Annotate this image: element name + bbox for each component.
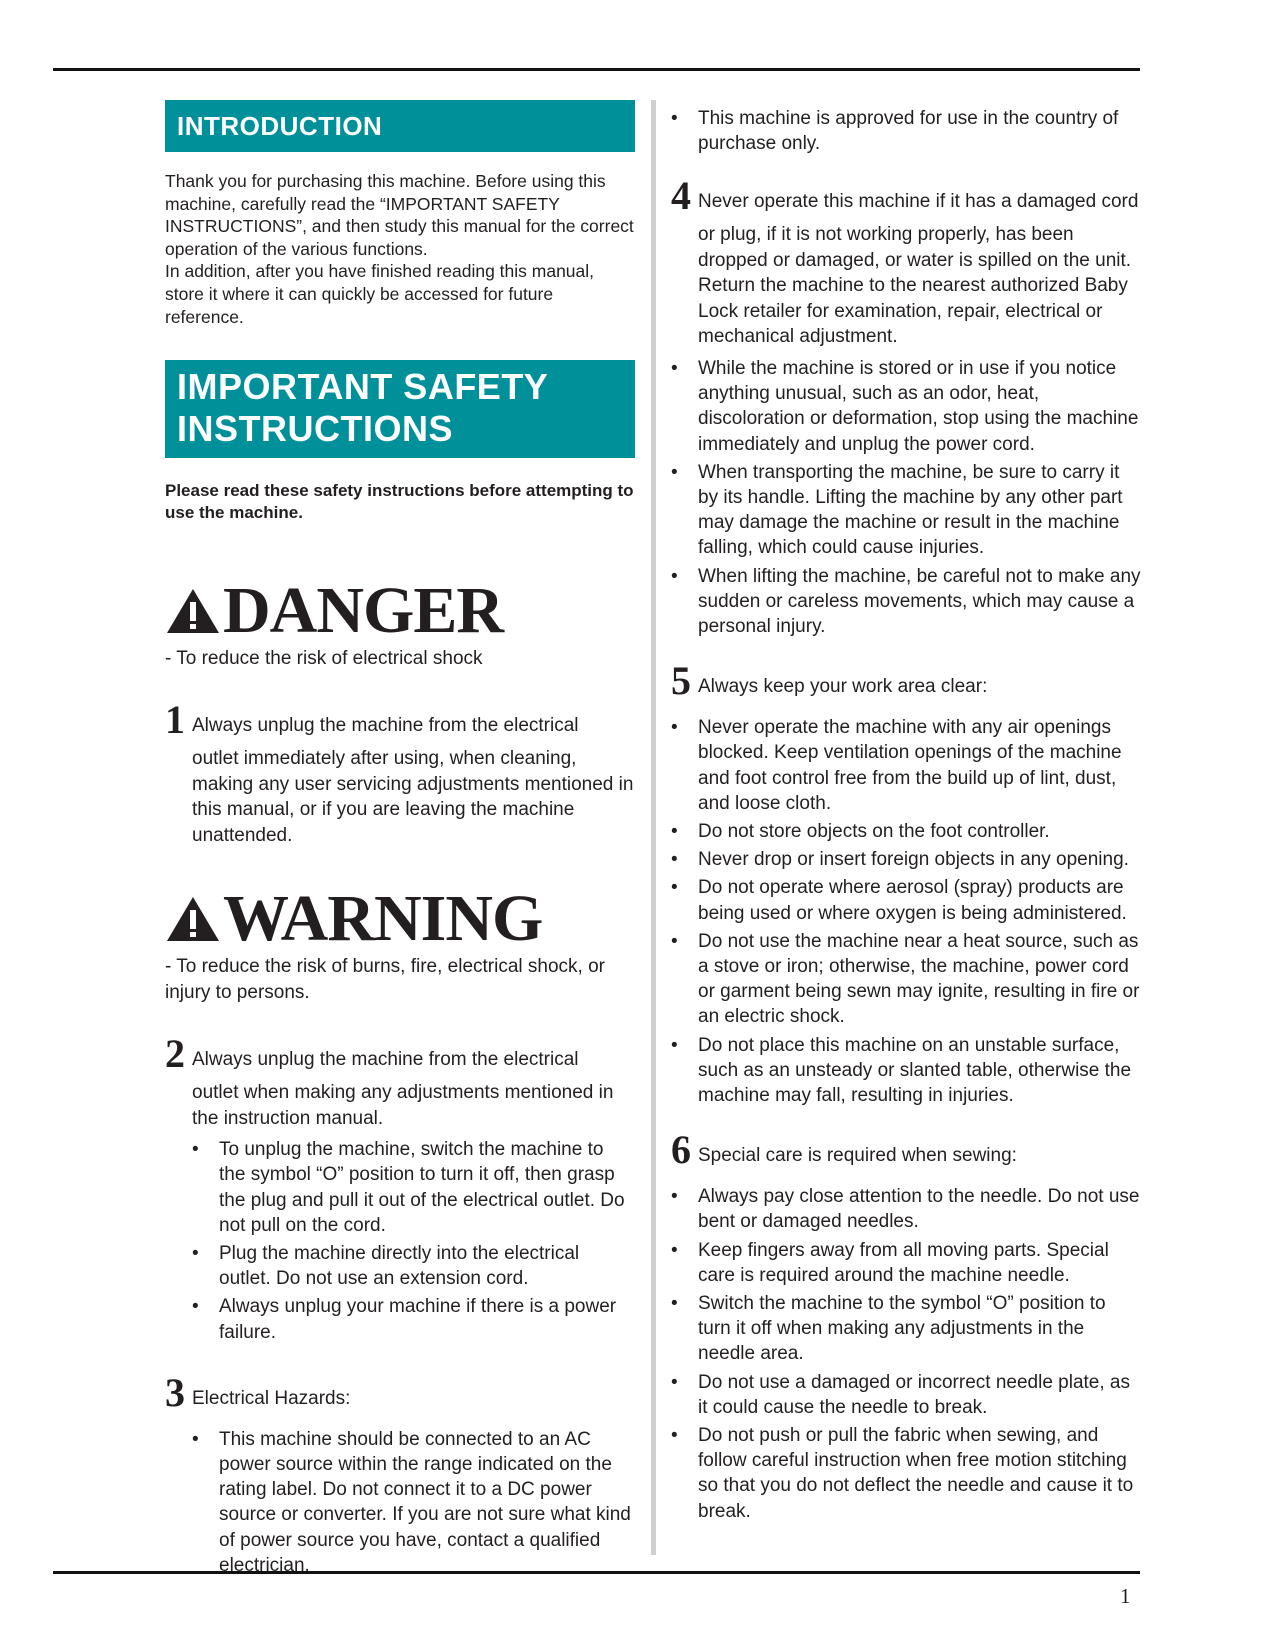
column-divider [651, 100, 656, 1555]
list-item: • Do not push or pull the fabric when sewing, and follow careful instruction when free motion stitching so that you do not deflect the needle and cause it to break. [671, 1423, 1141, 1524]
left-column [165, 100, 635, 1581]
safety-heading [165, 360, 635, 458]
warning-word: WARNING [223, 882, 543, 956]
top-rule [53, 68, 1140, 71]
item-3 [165, 1369, 635, 1578]
item-first-line: Always unplug the machine from the electrical [192, 1049, 579, 1071]
list-item: • This machine should be connected to an AC power source within the range indicated on the rating label. Do not connect it to a DC power source or converter. If you are not sure what kind of power source you have, contact a qualified electrician. [192, 1427, 635, 1578]
item-first-line: Special care is required when sewing: [698, 1145, 1017, 1167]
list-item: • Do not use a damaged or incorrect needle plate, as it could cause the needle to break. [671, 1370, 1141, 1420]
item-number: 4 [671, 173, 691, 219]
right-column [671, 100, 1141, 1527]
item-2 [165, 1031, 635, 1345]
item-number: 1 [165, 697, 185, 743]
item-6 [671, 1127, 1141, 1524]
warning-triangle-icon [165, 587, 221, 635]
list-item: • To unplug the machine, switch the machine to the symbol “O” position to turn it off, then grasp the plug and pull it out of the electrical outlet. Do not pull on the cord. [192, 1137, 635, 1238]
list-item: • While the machine is stored or in use if you notice anything unusual, such as an odor, heat, discoloration or deformation, stop using the machine immediately and unplug the power cord. [671, 356, 1141, 457]
item-3-bullets [192, 1427, 635, 1578]
page-number: 1 [1120, 1584, 1131, 1608]
list-item: • Do not operate where aerosol (spray) products are being used or where oxygen is being administered. [671, 875, 1141, 925]
warning-subtitle: - To reduce the risk of burns, fire, electrical shock, or injury to persons. [165, 956, 605, 1004]
item-text: outlet when making any adjustments mentioned in the instruction manual. [192, 1082, 614, 1129]
danger-word: DANGER [223, 574, 504, 648]
list-item: • Always unplug your machine if there is a power failure. [192, 1294, 635, 1344]
item-text: or plug, if it is not working properly, has been dropped or damaged, or water is spilled on the unit. Return the machine to the nearest authorized Baby Lock retailer for examination, repair, electrical or mechanical adjustment. [698, 224, 1132, 348]
warning-triangle-icon [165, 895, 221, 943]
introduction-text-2: In addition, after you have finished reading this manual, store it where it can quickly be accessed for future reference. [165, 261, 595, 327]
list-item: • When lifting the machine, be careful not to make any sudden or careless movements, which may cause a personal injury. [671, 564, 1141, 640]
item-first-line: Never operate this machine if it has a damaged cord [698, 191, 1139, 213]
item-number: 6 [671, 1127, 691, 1173]
item-4-bullets [671, 356, 1141, 639]
item-number: 2 [165, 1031, 185, 1077]
list-item: • Never operate the machine with any air openings blocked. Keep ventilation openings of the machine and foot control free from the build up of lint, dust, and loose cloth. [671, 715, 1141, 816]
list-item: • This machine is approved for use in the country of purchase only. [671, 106, 1141, 156]
list-item: • Do not place this machine on an unstable surface, such as an unsteady or slanted table, otherwise the machine may fall, resulting in injuries. [671, 1033, 1141, 1109]
danger-title [165, 574, 635, 648]
introduction-heading: INTRODUCTION [165, 100, 635, 152]
please-read-note: Please read these safety instructions before attempting to use the machine. [165, 481, 634, 523]
list-item: • Keep fingers away from all moving parts. Special care is required around the machine needle. [671, 1238, 1141, 1288]
list-item: • Do not use the machine near a heat source, such as a stove or iron; otherwise, the machine, power cord or garment being sewn may ignite, resulting in fire or an electric shock. [671, 929, 1141, 1030]
warning-title [165, 882, 635, 956]
item-text: outlet immediately after using, when cleaning, making any user servicing adjustments mentioned in this manual, or if you are leaving the machine unattended. [192, 748, 634, 846]
list-item: • When transporting the machine, be sure to carry it by its handle. Lifting the machine by any other part may damage the machine or result in the machine falling, which could cause injuries. [671, 460, 1141, 561]
item-4 [671, 173, 1141, 639]
item-number: 3 [165, 1369, 185, 1415]
list-item: • Never drop or insert foreign objects in any opening. [671, 847, 1141, 872]
item-1 [165, 697, 635, 848]
safety-heading-line2: INSTRUCTIONS [177, 408, 453, 450]
safety-heading-line1: IMPORTANT SAFETY [177, 366, 549, 408]
item-number: 5 [671, 658, 691, 704]
item-5 [671, 658, 1141, 1108]
list-item: • Switch the machine to the symbol “O” position to turn it off when making any adjustments in the needle area. [671, 1291, 1141, 1367]
top-bullets [671, 106, 1141, 156]
introduction-text: Thank you for purchasing this machine. Before using this machine, carefully read the “IMPORTANT SAFETY INSTRUCTIONS”, and then study this manual for the correct operation of the various functions. [165, 171, 634, 259]
item-first-line: Electrical Hazards: [192, 1387, 351, 1409]
item-first-line: Always keep your work area clear: [698, 676, 988, 698]
item-6-bullets [671, 1184, 1141, 1524]
item-5-bullets [671, 715, 1141, 1108]
item-2-bullets [192, 1137, 635, 1345]
item-first-line: Always unplug the machine from the electrical [192, 715, 579, 737]
list-item: • Always pay close attention to the needle. Do not use bent or damaged needles. [671, 1184, 1141, 1234]
danger-subtitle: - To reduce the risk of electrical shock [165, 648, 483, 670]
list-item: • Plug the machine directly into the electrical outlet. Do not use an extension cord. [192, 1241, 635, 1291]
list-item: • Do not store objects on the foot controller. [671, 819, 1141, 844]
